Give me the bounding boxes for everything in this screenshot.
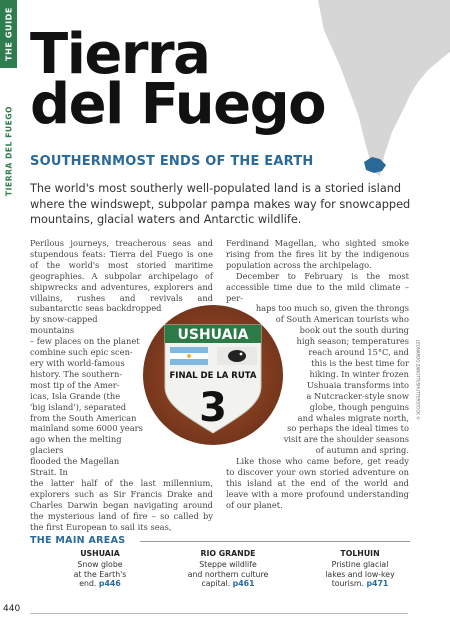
area-description-line: tourism.	[331, 579, 364, 589]
area-description-line: end.	[79, 579, 97, 589]
area-page-link[interactable]: p446	[98, 579, 121, 589]
page-title	[30, 22, 326, 137]
area-description-line: at the Earth's	[73, 569, 127, 579]
main-areas-heading: THE MAIN AREAS	[30, 535, 126, 546]
body-line: book out the south during	[299, 325, 409, 336]
page-subtitle: SOUTHERNMOST ENDS OF THE EARTH	[30, 154, 314, 169]
penguin-eye	[240, 353, 243, 356]
body-line: so perhaps the ideal times to	[287, 423, 409, 434]
road-sign-illustration	[143, 305, 283, 445]
body-text: the latter half of the last millennium, explorers such as Sir Francis Drake and Charles Darwin began navigating around the mysterious land of fire – so called by the first European to sail its seas,	[30, 477, 213, 532]
body-line: icas, Isla Grande (the	[30, 390, 121, 401]
body-line: 'big island'), separated	[30, 401, 127, 412]
body-line: combine such epic scen-	[30, 347, 133, 358]
area-rio-grande	[168, 549, 288, 589]
area-description-line: lakes and low-key	[325, 569, 395, 579]
body-line: of autumn and spring.	[315, 445, 409, 456]
body-line: most tip of the Amer-	[30, 379, 120, 390]
sign-top-text: USHUAIA	[177, 327, 249, 343]
section-tab-label: THE GUIDE	[4, 7, 13, 61]
body-line: haps too much so, given the throngs	[255, 303, 409, 314]
area-name: TOLHUIN	[340, 549, 380, 558]
body-text: Perilous journeys, treacherous seas and stupendous feats: Tierra del Fuego is one of the world's most storied maritime geographies. A subpolar archipelago of shipwrecks and adventures, explorers and villains, rushes and revivals and subantarctic seas backdropped	[30, 238, 213, 314]
penguin-icon	[228, 350, 246, 362]
section-tab	[0, 0, 17, 68]
main-areas-rule	[140, 541, 410, 542]
body-line: a Nutcracker-style snow	[306, 390, 409, 401]
chapter-label-text: TIERRA DEL FUEGO	[4, 105, 13, 197]
body-line: this is the best time for	[311, 357, 409, 368]
body-text: December to February is the most accessible time due to the mild climate – per-	[226, 270, 409, 303]
area-name: USHUAIA	[80, 549, 120, 558]
body-line: flooded the Magellan Strait. In	[30, 456, 120, 478]
title-line-2: del Fuego	[30, 72, 326, 137]
body-line: visit are the shoulder seasons	[283, 434, 409, 445]
sign-route-number: 3	[199, 385, 227, 431]
body-line: history. The southern-	[30, 368, 123, 379]
area-name: RIO GRANDE	[200, 549, 256, 558]
body-line: mainland some 6000 years	[30, 423, 143, 434]
sign-middle-text: FINAL DE LA RUTA	[169, 371, 257, 381]
title-line-1: Tierra	[30, 22, 210, 87]
body-text: Like those who came before, get ready to discover your own storied adventure on this island at the end of the world and leave with a more profound understanding of our planet.	[226, 456, 409, 510]
chapter-label	[0, 96, 17, 206]
body-line: hiking. In winter frozen	[309, 368, 409, 379]
flag-sun	[187, 354, 191, 358]
body-line: – few places on the planet	[30, 336, 140, 347]
page-number: 440	[3, 604, 21, 614]
area-description-line: and northern culture	[187, 569, 269, 579]
body-line: ery with world-famous	[30, 357, 125, 368]
footer-rule	[30, 613, 408, 614]
body-line: ago when the melting glaciers	[30, 434, 122, 456]
body-line: by snow-capped mountains	[30, 314, 98, 336]
area-page-link[interactable]: p471	[366, 579, 389, 589]
area-description-line: Snow globe	[77, 560, 123, 569]
flag-stripe-top	[170, 347, 208, 353]
body-line: from the South American	[30, 412, 137, 423]
area-description-line: Steppe wildlife	[199, 560, 257, 569]
photo-credit-text: LEONARDO ZANOTTI/SHUTTERSTOCK ©	[415, 339, 421, 421]
intro-paragraph: The world's most southerly well-populated land is a storied island where the windswept, subpolar pampa makes way for snowcapped mountains, glacial waters and Antarctic wildlife.	[30, 182, 411, 226]
body-line: of South American tourists who	[275, 314, 409, 325]
body-line: Ushuaia transforms into	[306, 379, 409, 390]
continent-silhouette	[318, 0, 450, 176]
body-line: reach around 15°C, and	[308, 347, 409, 358]
ushuaia-sign-photo	[143, 305, 283, 445]
area-ushuaia	[40, 549, 160, 589]
area-description-line: Pristine glacial	[331, 560, 389, 569]
area-page-link[interactable]: p461	[232, 579, 255, 589]
body-line: high season; temperatures	[296, 336, 409, 347]
area-description-line: capital.	[201, 579, 231, 589]
body-line: globe, though penguins	[309, 401, 409, 412]
area-tolhuin	[300, 549, 420, 589]
body-text: Ferdinand Magellan, who sighted smoke rising from the fires lit by the indigenous population across the archipelago.	[226, 238, 409, 270]
body-line: and whales migrate north,	[297, 412, 409, 423]
flag-stripe-bottom	[170, 359, 208, 365]
photo-credit	[414, 330, 422, 430]
